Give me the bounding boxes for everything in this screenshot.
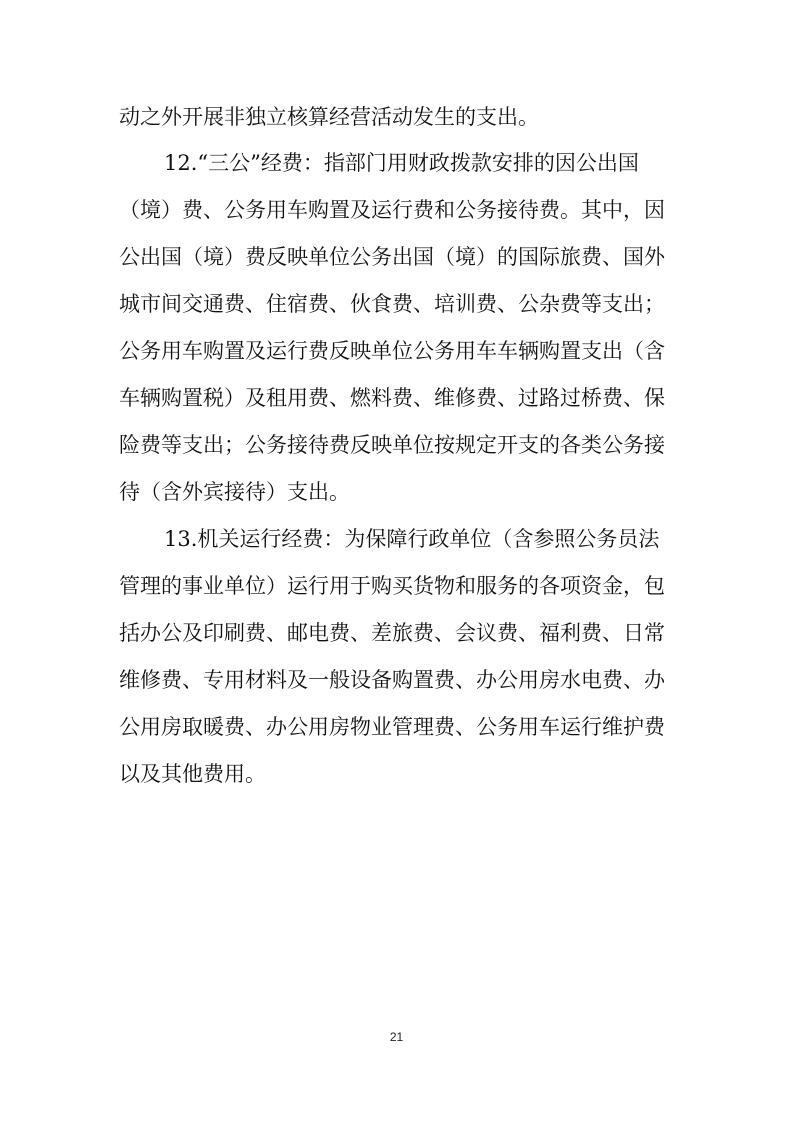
text-line: 公务用车购置及运行费反映单位公务用车车辆购置支出（含	[119, 339, 665, 363]
text-line: 待（含外宾接待）支出。	[119, 480, 350, 504]
text-line: 维修费、专用材料及一般设备购置费、办公用房水电费、办	[119, 668, 665, 692]
item-13-heading-line: 13.机关运行经费：为保障行政单位（含参照公务员法	[164, 527, 660, 551]
text-line: 公出国（境）费反映单位公务出国（境）的国际旅费、国外	[119, 245, 665, 269]
text-line: 险费等支出；公务接待费反映单位按规定开支的各类公务接	[119, 433, 665, 457]
item-12-heading-line: 12.“三公”经费：指部门用财政拨款安排的因公出国	[164, 151, 639, 175]
text-line: 以及其他费用。	[119, 762, 266, 786]
text-line: 动之外开展非独立核算经营活动发生的支出。	[119, 105, 539, 129]
text-line: 括办公及印刷费、邮电费、差旅费、会议费、福利费、日常	[119, 621, 665, 645]
text-line: 公用房取暖费、办公用房物业管理费、公务用车运行维护费	[119, 715, 665, 739]
text-line: 车辆购置税）及租用费、燃料费、维修费、过路过桥费、保	[119, 386, 665, 410]
text-line: 管理的事业单位）运行用于购买货物和服务的各项资金，包	[119, 574, 665, 598]
text-line: （境）费、公务用车购置及运行费和公务接待费。其中，因	[119, 198, 665, 222]
text-line: 城市间交通费、住宿费、伙食费、培训费、公杂费等支出；	[119, 292, 665, 316]
page-number: 21	[389, 1030, 404, 1044]
